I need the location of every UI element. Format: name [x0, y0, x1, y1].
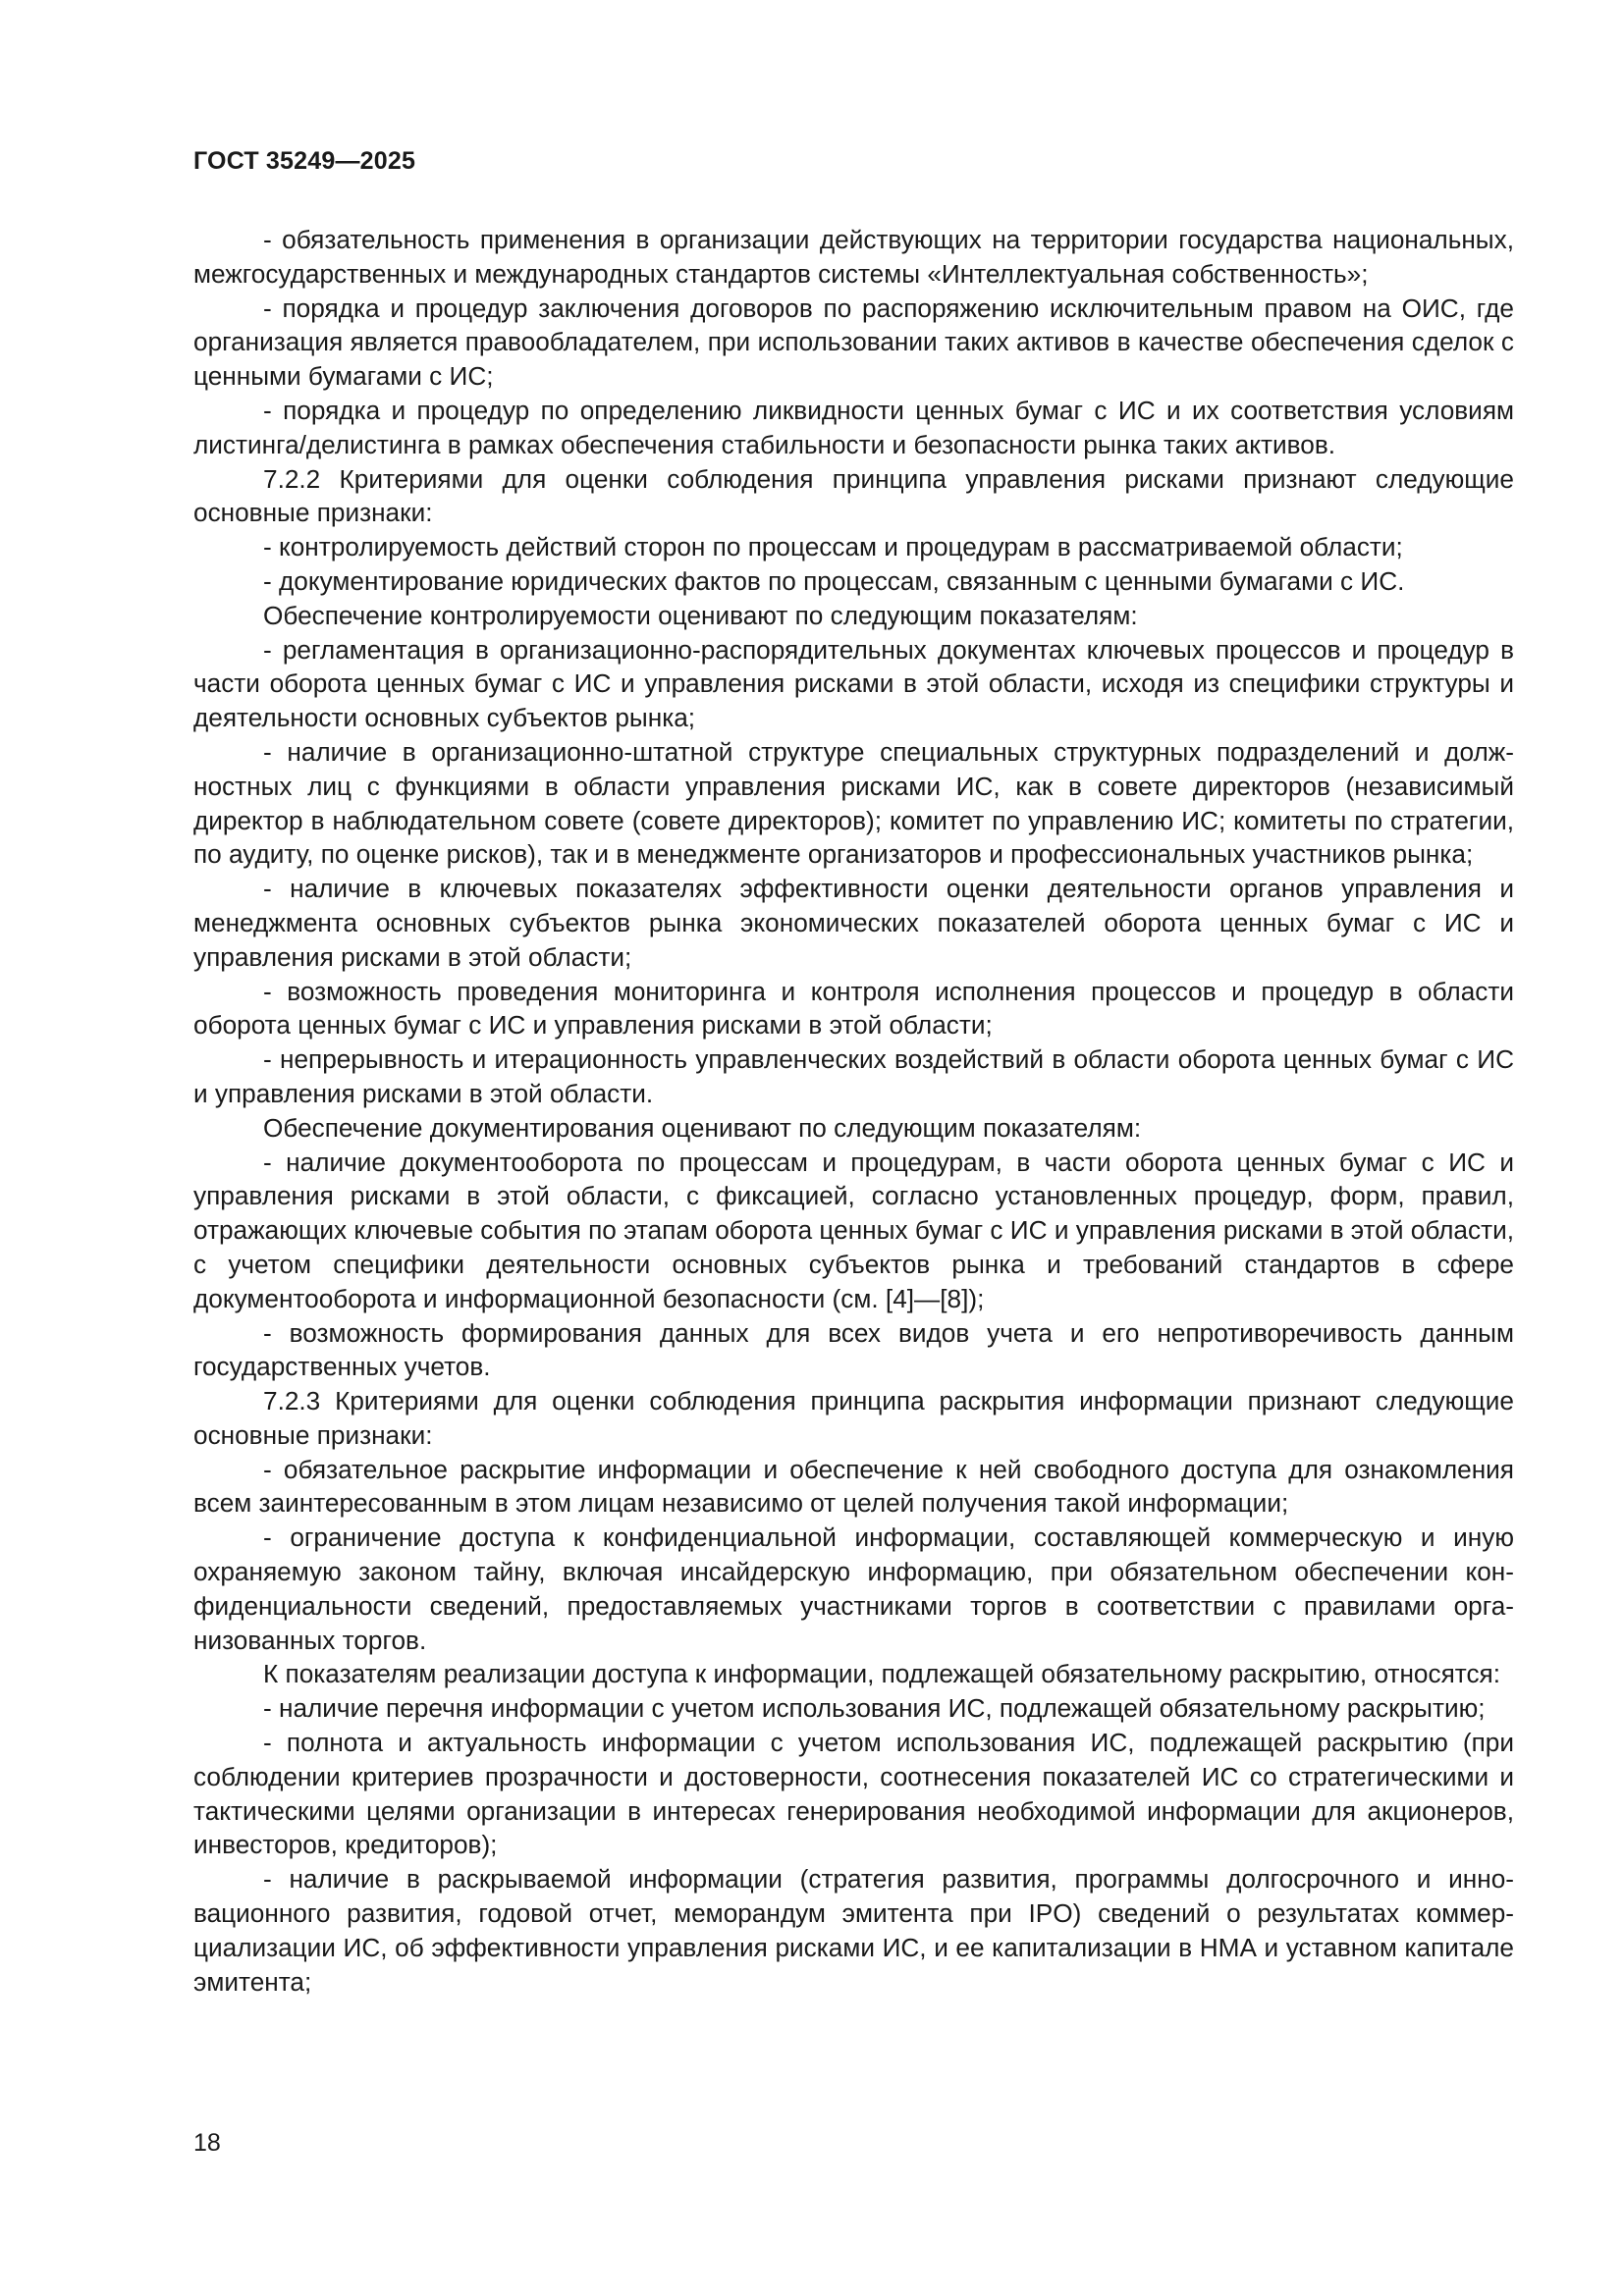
paragraph: - порядка и процедур заключения договоров по распоряжению исключительным правом на ОИС, где организация является правообладателем, при использовании таких активов в качестве обеспечения сделок с ценными бумагами с ИС; [193, 293, 1514, 392]
paragraph: - порядка и процедур по определению ликвидности ценных бумаг с ИС и их соответствия условиям листинга/делистинга в рамках обеспечения стабильности и безопасности рынка таких активов. [193, 395, 1514, 459]
paragraph: - регламентация в организационно-распорядительных документах ключевых процессов и процедур в части оборота ценных бумаг с ИС и управления рисками в этой области, исходя из специфики структуры и деятельности основных субъектов рынка; [193, 634, 1514, 733]
paragraph: - наличие в раскрываемой информации (стратегия развития, программы долгосрочного и инновационного развития, годовой отчет, меморандум эмитента при IPO) сведений о результатах коммерциализации ИС, об эффективности управления рисками ИС, и ее капитализации в НМА и уставном капитале эмитента; [193, 1864, 1514, 1997]
paragraph: Обеспечение контролируемости оценивают по следующим показателям: [263, 600, 1138, 630]
paragraph: - ограничение доступа к конфиденциальной информации, составляющей коммерческую и иную охраняемую законом тайну, включая инсайдерскую информацию, при обязательном обеспечении конфиденциальности сведений, предоставляемых участниками торгов в соответствии с правилами организованных торгов. [193, 1522, 1514, 1655]
paragraph: Обеспечение документирования оценивают по следующим показателям: [263, 1112, 1142, 1143]
paragraph: - наличие перечня информации с учетом использования ИС, подлежащей обязательному раскрытию; [263, 1693, 1486, 1724]
paragraph: К показателям реализации доступа к информации, подлежащей обязательному раскрытию, относятся: [263, 1659, 1501, 1689]
paragraph: - наличие в организационно-штатной структуре специальных структурных подразделений и должностных лиц с функциями в области управления рисками ИС, как в совете директоров (независимый директор в наблюдательном совете (совете директоров); комитет по управлению ИС; комитеты по стратегии, по аудиту, по оценке рисков), так и в менеджменте организаторов и профессиональных участников рынка; [193, 736, 1514, 870]
paragraph: - наличие документооборота по процессам и процедурам, в части оборота ценных бумаг с ИС и управления рисками в этой области, с фиксацией, согласно установленных процедур, форм, правил, отражающих ключевые события по этапам оборота ценных бумаг с ИС и управления рисками в этой области, с учетом специфики деятельности основных субъектов рынка и требований стандартов в сфере документооборота и информационной безопасности (см. [4]—[8]); [193, 1147, 1514, 1313]
page-number: 18 [193, 2129, 221, 2157]
paragraph: - непрерывность и итерационность управленческих воздействий в области оборота ценных бумаг с ИС и управления рисками в этой области. [193, 1044, 1514, 1108]
paragraph: - возможность формирования данных для всех видов учета и его непротиворечивость данным государственных учетов. [193, 1317, 1514, 1382]
paragraph: - контролируемость действий сторон по процессам и процедурам в рассматриваемой области; [263, 532, 1403, 562]
paragraph: - возможность проведения мониторинга и контроля исполнения процессов и процедур в области оборота ценных бумаг с ИС и управления рисками в этой области; [193, 976, 1514, 1041]
body-text [193, 223, 1514, 1999]
document-header: ГОСТ 35249—2025 [193, 147, 416, 175]
paragraph: - наличие в ключевых показателях эффективности оценки деятельности органов управления и менеджмента основных субъектов рынка экономических показателей оборота ценных бумаг с ИС и управления рисками в этой области; [193, 874, 1514, 972]
paragraph: 7.2.2 Критериями для оценки соблюдения принципа управления рисками признают следующие основные признаки: [193, 463, 1514, 528]
paragraph: - полнота и актуальность информации с учетом использования ИС, подлежащей раскрытию (при соблюдении критериев прозрачности и достоверности, соотнесения показателей ИС со стратегическими и тактическими целями организации в интересах генерирования необходимой информации для акционеров, инвесторов, кредиторов); [193, 1728, 1514, 1860]
paragraph: - документирование юридических фактов по процессам, связанным с ценными бумагами с ИС. [263, 565, 1405, 596]
paragraph: - обязательное раскрытие информации и обеспечение к ней свободного доступа для ознакомления всем заинтересованным в этом лицам независимо от целей получения такой информации; [193, 1454, 1514, 1519]
paragraph: 7.2.3 Критериями для оценки соблюдения принципа раскрытия информации признают следующие основные признаки: [193, 1386, 1514, 1450]
paragraph: - обязательность применения в организации действующих на территории государства национальных, межгосударственных и международных стандартов системы «Интеллектуальная собственность»; [193, 225, 1514, 289]
